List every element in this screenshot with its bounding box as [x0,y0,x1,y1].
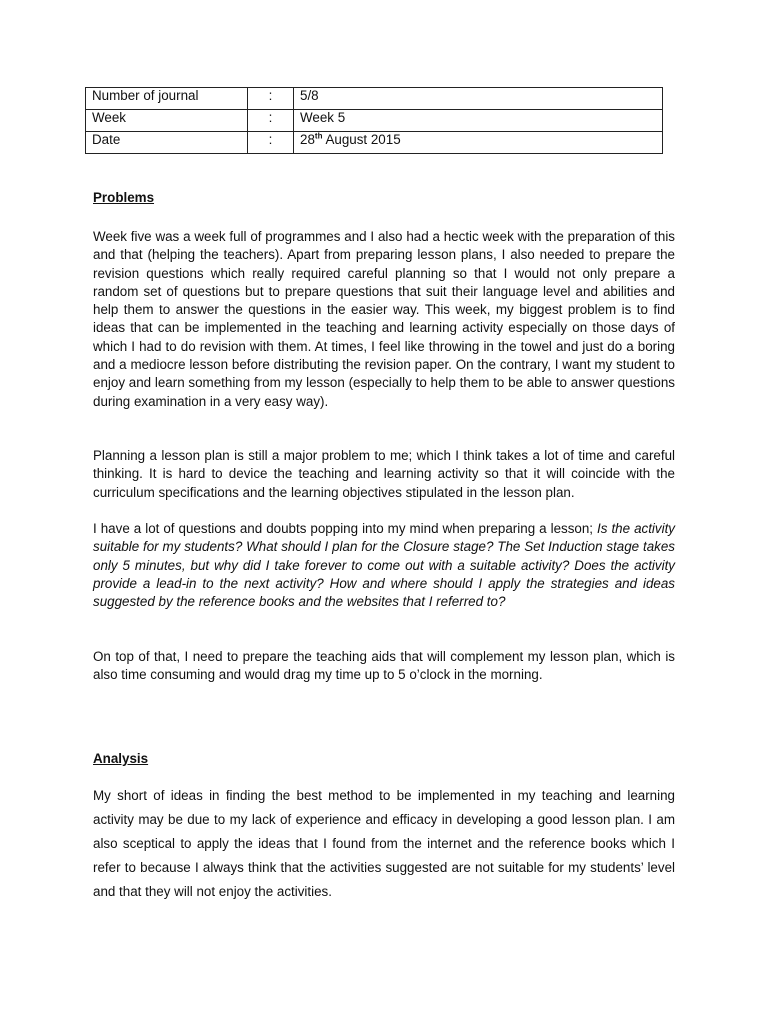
problems-paragraph-2: Planning a lesson plan is still a major problem to me; which I think takes a lot of time and careful thinking. It is hard to device the teaching and learning activity so that it will coincide with the curriculum specifications and the learning objectives stipulated in the lesson plan. [93,448,675,500]
date-rest: August 2015 [322,132,401,147]
problems-paragraph-1: Week five was a week full of programmes and I also had a hectic week with the preparation of this and that (helping the teachers). Apart from preparing lesson plans, I also needed to prepare the revision questions which really required careful planning so that I would not only prepare a random set of questions but to prepare questions that suit their language level and abilities and help them to answer the questions in the easier way. This week, my biggest problem is to find ideas that can be implemented in the teaching and learning activity especially on those days of which I had to do revision with them. At times, I feel like throwing in the towel and just do a boring and a mediocre lesson before distributing the revision paper. On the contrary, I want my student to enjoy and learn something from my lesson (especially to help them to be able to answer questions during examination in a very easy way). [93,229,675,409]
row-label: Week [86,110,248,132]
questions-intro: I have a lot of questions and doubts popping into my mind when preparing a lesson; [93,521,598,536]
questions-list: Is the activity suitable for my students? What should I plan for the Closure stage? The Set Induction stage takes only 5 minutes, but why did I take forever to come out with a suitable activity? Does the activity provide a lead-in to the next activity? How and where should I apply the strategies and ideas suggested by the reference books and the websites that I referred to? [93,521,675,610]
problems-paragraph-4: On top of that, I need to prepare the teaching aids that will complement my lesson plan, which is also time consuming and would drag my time up to 5 o’clock in the morning. [93,649,675,683]
row-separator: : [248,88,294,110]
journal-info-table [85,87,663,154]
table-row [86,88,663,110]
table-row [86,132,663,154]
analysis-heading: Analysis [93,751,149,766]
row-label: Date [86,132,248,154]
row-value [294,132,663,154]
date-day: 28 [300,132,315,147]
row-label: Number of journal [86,88,248,110]
problems-heading: Problems [93,190,155,205]
row-separator: : [248,132,294,154]
row-value: 5/8 [294,88,663,110]
table-row [86,110,663,132]
row-value: Week 5 [294,110,663,132]
problems-paragraph-3 [93,520,675,611]
date-suffix: th [314,131,323,141]
analysis-paragraph-1: My short of ideas in finding the best method to be implemented in my teaching and learning activity may be due to my lack of experience and efficacy in developing a good lesson plan. I am also sceptical to apply the ideas that I found from the internet and the reference books which I refer to because I always think that the activities suggested are not suitable for my students’ level and that they will not enjoy the activities. [93,788,675,899]
row-separator: : [248,110,294,132]
